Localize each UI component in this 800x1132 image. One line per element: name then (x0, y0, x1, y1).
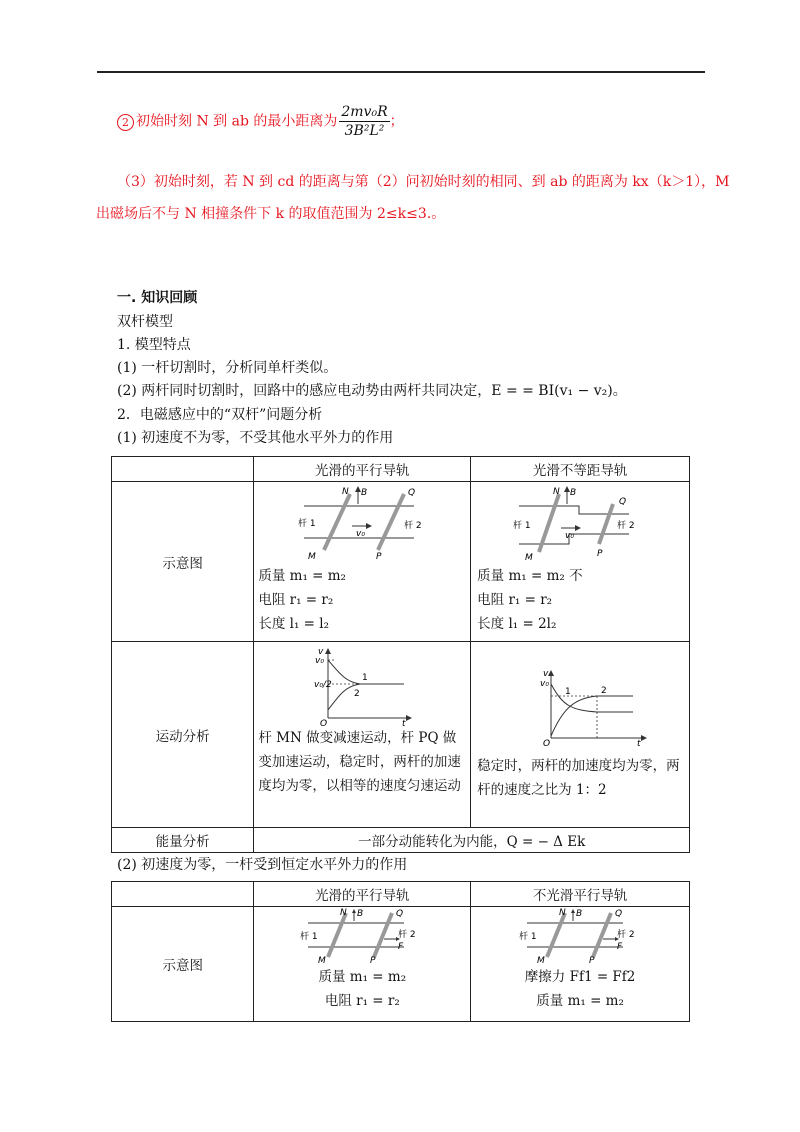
tick-half-v0: v₀/2 (314, 680, 333, 690)
answer-part3-line2: 出磁场后不与 N 相撞条件下 k 的取值范围为 2≤k≤3.。 (96, 206, 446, 222)
table2-row1-cell-a (254, 907, 471, 1022)
table1-col1-header: 光滑的平行导轨 (254, 457, 471, 482)
origin: O (320, 719, 328, 729)
vt-graph-parallel (254, 642, 470, 729)
label-rod2: 杆 2 (404, 521, 422, 531)
label-q: Q (615, 909, 623, 919)
answer-part2-marker: 2 (117, 114, 134, 131)
label-rod1: 杆 1 (513, 521, 531, 531)
rod-pq (378, 494, 404, 550)
motion-analysis-a: 杆 MN 做变减速运动，杆 PQ 做变加速运动，稳定时，两杆的加速度均为零，以相等的速度匀速运动 (258, 730, 461, 794)
table1-corner (112, 457, 254, 482)
rod-pq (593, 913, 611, 957)
table1-props-b (471, 562, 689, 640)
rod-mn (328, 913, 346, 957)
table1-row1-cell-a (254, 482, 471, 642)
label-v0: v₀ (565, 531, 575, 541)
label-m: M (308, 552, 317, 562)
prop-resistance: 电阻 r₁ = r₂ (258, 592, 334, 608)
table2-row1-label: 示意图 (112, 907, 254, 1022)
prop-mass: 质量 m₁ = m₂ (258, 568, 346, 584)
unequal-rails-diagram (471, 482, 689, 562)
label-n: N (553, 487, 560, 497)
answer-part2-fraction (339, 104, 389, 139)
rod-mn (539, 494, 559, 552)
answer-part2-end: ； (389, 113, 404, 130)
table2-row1-cell-b (471, 907, 690, 1022)
prop-length: 长度 l₁ = l₂ (258, 616, 330, 632)
topic-title: 双杆模型 (117, 314, 173, 330)
motion-analysis-b: 稳定时，两杆的加速度均为零，两杆的速度之比为 1：2 (477, 758, 680, 798)
answer-part2 (117, 104, 404, 139)
label-q: Q (396, 909, 404, 919)
subsection-1: 1. 模型特点 (117, 337, 191, 353)
table1-row2-cell-a (254, 642, 471, 828)
label-b: B (576, 909, 583, 919)
table1-row1-label: 示意图 (112, 482, 254, 642)
vt-graph-unequal (471, 642, 689, 748)
prop-resistance: 电阻 r₁ = r₂ (477, 592, 553, 608)
label-n: N (559, 908, 566, 918)
subsection-1b: (2) 两杆同时切割时，回路中的感应电动势由两杆共同决定，E = = BI(v₁ − v₂)。 (117, 383, 627, 399)
curve-label-1: 1 (362, 673, 369, 683)
table2-col2-header: 不光滑平行导轨 (471, 882, 690, 907)
label-q: Q (619, 497, 627, 507)
table2-props-b (471, 963, 689, 1015)
label-b: B (357, 909, 364, 919)
tick-v0: v₀ (540, 679, 550, 689)
answer-part3-line1: （3）初始时刻，若 N 到 cd 的距离与第（2）问初始时刻的相同、到 ab 的距离为 kx（k＞1），M (117, 174, 730, 190)
fraction-numerator: 2mv₀R (341, 104, 388, 120)
origin: O (543, 739, 551, 749)
curve-label-2: 2 (601, 686, 607, 696)
label-b: B (570, 488, 577, 498)
table1-row2-label: 运动分析 (112, 642, 254, 828)
axis-v: v (543, 669, 549, 679)
rod-mn (324, 494, 350, 550)
curve-1 (551, 684, 633, 712)
table2-col1-header: 光滑的平行导轨 (254, 882, 471, 907)
subsection-2b: (2) 初速度为零，一杆受到恒定水平外力的作用 (117, 857, 408, 873)
label-rod1: 杆 1 (519, 932, 537, 942)
section-heading: 一. 知识回顾 (117, 290, 198, 306)
table2-props-a (254, 963, 470, 1015)
table1-row3-label: 能量分析 (112, 828, 254, 853)
prop-mass: 质量 m₁ = m₂ (318, 969, 407, 985)
label-rod1: 杆 1 (298, 519, 316, 529)
answer-part2-text: 初始时刻 N 到 ab 的最小距离为 (136, 113, 338, 130)
prop-resistance: 电阻 r₁ = r₂ (324, 993, 400, 1009)
label-f: F (398, 942, 404, 952)
rod-mn (547, 913, 565, 957)
prop-mass: 质量 m₁ = m₂ (536, 993, 624, 1009)
subsection-1a: (1) 一杆切割时，分析同单杆类似。 (117, 360, 338, 376)
rod-pq (374, 913, 392, 957)
top-rule (97, 71, 705, 73)
label-m: M (318, 956, 327, 966)
label-p: P (589, 956, 595, 966)
fraction-denominator: 3B²L² (344, 123, 385, 139)
table1-row1-cell-b (471, 482, 690, 642)
label-p: P (597, 549, 603, 559)
label-b: B (361, 488, 368, 498)
table1-props-a (254, 562, 470, 640)
subsection-2a: (1) 初速度不为零，不受其他水平外力的作用 (117, 430, 394, 446)
label-m: M (525, 553, 533, 563)
subsection-2: 2．电磁感应中的“双杆”问题分析 (117, 407, 323, 423)
prop-friction: 摩擦力 Ff1 = Ff2 (524, 969, 636, 985)
label-n: N (340, 908, 348, 918)
label-rod2: 杆 2 (617, 521, 635, 531)
curve-label-2: 2 (354, 689, 361, 699)
energy-analysis: 一部分动能转化为内能，Q = − Δ Ek (254, 828, 690, 853)
curve-label-1: 1 (565, 687, 571, 697)
prop-length: 长度 l₁ = 2l₂ (477, 616, 557, 632)
parallel-rails-diagram (254, 482, 470, 562)
label-v0: v₀ (356, 529, 366, 539)
label-q: Q (408, 488, 416, 498)
prop-mass: 质量 m₁ = m₂ 不 (477, 568, 583, 584)
table-initial-velocity (111, 456, 690, 853)
label-p: P (376, 552, 382, 562)
label-rod2: 杆 2 (398, 930, 417, 940)
table1-row2-cell-b (471, 642, 690, 828)
rod-pq (599, 504, 613, 544)
label-rod2: 杆 2 (617, 930, 635, 940)
label-n: N (342, 487, 350, 497)
curve-2 (551, 696, 633, 736)
table-constant-force (111, 881, 690, 1022)
axis-t: t (402, 719, 406, 729)
force-parallel-diagram (254, 907, 470, 966)
tick-v0: v₀ (315, 656, 325, 666)
label-rod1: 杆 1 (300, 932, 319, 942)
table1-col2-header: 光滑不等距导轨 (471, 457, 690, 482)
axis-v: v (318, 647, 324, 657)
label-m: M (537, 956, 545, 966)
table2-corner (112, 882, 254, 907)
axis-t: t (637, 739, 641, 749)
label-f: F (617, 942, 623, 952)
label-p: P (370, 956, 376, 966)
force-friction-diagram (471, 907, 689, 966)
